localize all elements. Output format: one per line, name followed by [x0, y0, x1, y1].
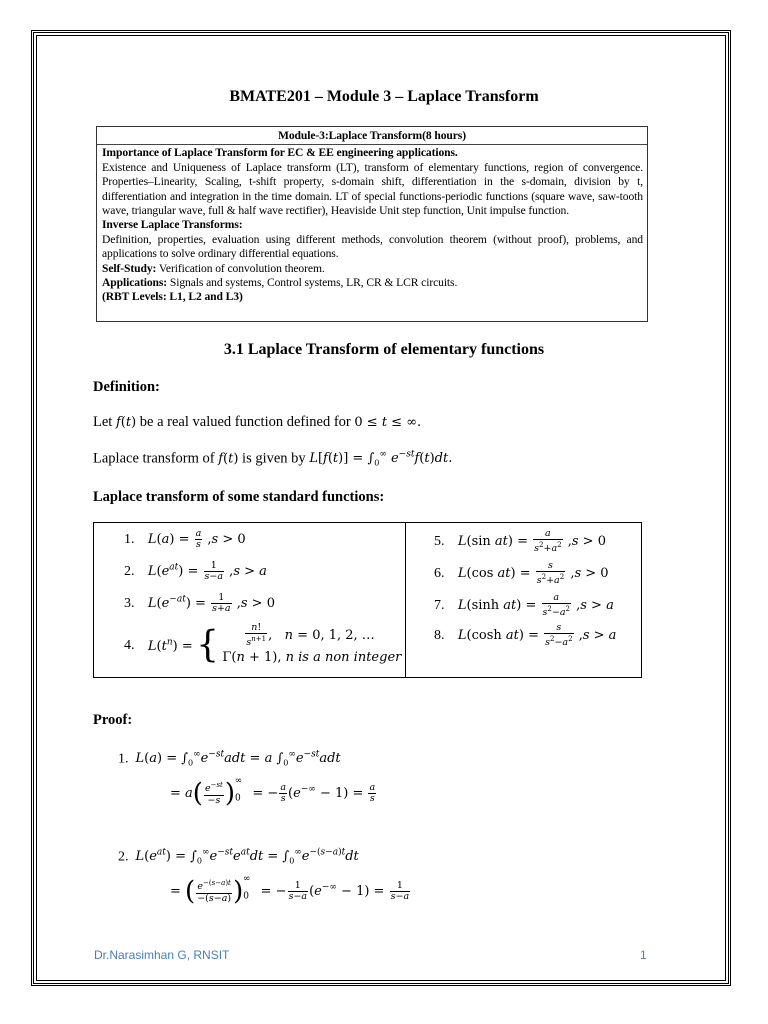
math-f-of-t: f: [115, 415, 121, 430]
page-title: BMATE201 – Module 3 – Laplace Transform: [229, 88, 539, 105]
selfstudy-text: Verification of convolution theorem.: [158, 261, 325, 275]
inverse-text: Definition, properties, evaluation using different methods, convolution theorem (without proof), problems, and applications to solve ordinary differential equations.: [102, 232, 643, 261]
proof-2-line-1: 2. $L(e^{at}) = \int_0^\infty e^{-st}e^{at}dt = \int_0^\infty e^{-(s-a)t}dt$: [118, 848, 359, 866]
table-row: 1. L(a) = $\frac{a}{s}$ ,s > 0: [124, 528, 246, 550]
syllabus-heading: Module-3:Laplace Transform(8 hours): [97, 127, 647, 145]
table-row: 5. L(sin at) = $\frac{a}{s^2+a^2}$ ,s > 0: [434, 528, 606, 555]
footer-author: Dr.Narasimhan G, RNSIT: [94, 948, 230, 962]
def-text-given-by: is given by: [242, 450, 306, 467]
math-domain: 0 ≤ t ≤ ∞.: [354, 415, 422, 430]
math-laplace-definition: $L[f(t)] = \int_0^\infty$ $e^{-st}f(t)dt$.: [309, 450, 453, 468]
page-number: 1: [640, 948, 647, 962]
proof-2-line-2: = ( $\frac{e^{-(s-a)t}}{-(s-a)}$ )$_0^\infty$ = − $\frac{1}{s-a}$ (e−∞ − 1) = $\frac{1}{s-a}$: [170, 874, 410, 906]
definition-line-2: Laplace transform of f(t) is given by $L[f(t)] = \int_0^\infty$ $e^{-st}f(t)dt$.: [93, 450, 453, 468]
proof-label: Proof:: [93, 712, 133, 728]
standard-functions-label: Laplace transform of some standard functions:: [93, 489, 385, 505]
syllabus-box: [96, 126, 648, 322]
importance-heading: Importance of Laplace Transform for EC & EE engineering applications.: [102, 146, 458, 160]
rbt-levels: (RBT Levels: L1, L2 and L3): [102, 290, 243, 304]
proof-1-line-2: = a( $\frac{e^{-st}}{-s}$ )$_0^\infty$ = − $\frac{a}{s}$ (e−∞ − 1) = $\frac{a}{s}$: [170, 776, 376, 808]
applications-text: Signals and systems, Control systems, LR, CR & LCR circuits.: [169, 276, 458, 290]
importance-text: Existence and Uniqueness of Laplace transform (LT), transform of elementary functions, region of convergence. Properties–Linearity, Scaling, t-shift property, s-domain shift, differentiation in the s-domain, division by t, differentiation and integration in the time domain. LT of special functions-periodic functions (square wave, saw-tooth wave, triangular wave, full & half wave rectifier), Heaviside Unit step function, Unit impulse function.: [102, 160, 643, 218]
inverse-heading: Inverse Laplace Transforms:: [102, 218, 243, 232]
table-row: 7. L(sinh at) = $\frac{a}{s^2-a^2}$ ,s > a: [434, 592, 614, 619]
standard-functions-table: [93, 522, 642, 678]
table-row: 4. $L(t^n)$ = { $\frac{n!}{s^{n+1}}$ , n = 0, 1, 2, … Γ(n + 1), n is a non integer: [124, 622, 402, 666]
table-divider: [405, 523, 406, 677]
table-row: 3. $L(e^{-at})$ = $\frac{1}{s+a}$ ,s > 0: [124, 592, 275, 614]
table-row: 6. L(cos at) = $\frac{s}{s^2+a^2}$ ,s > 0: [434, 560, 609, 587]
def-text-real-valued: be a real valued function defined for: [139, 414, 351, 430]
selfstudy-heading: Self-Study:: [102, 261, 157, 275]
definition-label: Definition:: [93, 379, 160, 395]
def-text-laplace-of: Laplace transform of: [93, 450, 215, 467]
def-text-let: Let: [93, 414, 113, 430]
table-row: 8. L(cosh at) = $\frac{s}{s^2-a^2}$ ,s > a: [434, 622, 617, 649]
table-row: 2. $L(e^{at})$ = $\frac{1}{s-a}$ ,s > a: [124, 560, 267, 582]
proof-1-line-1: 1. $L(a) = \int_0^\infty e^{-st}adt = a$ $\int_0^\infty e^{-st}adt$: [118, 750, 341, 768]
definition-line-1: Let f(t) be a real valued function defined for 0 ≤ t ≤ ∞.: [93, 414, 422, 430]
section-title: 3.1 Laplace Transform of elementary functions: [223, 341, 545, 358]
applications-heading: Applications:: [102, 276, 168, 290]
